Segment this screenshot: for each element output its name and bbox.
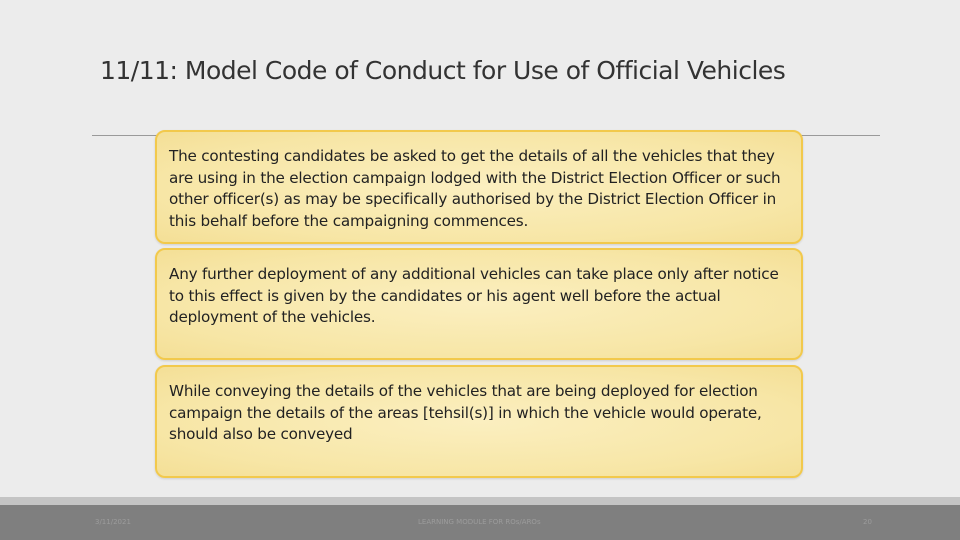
content-box-1	[155, 130, 803, 244]
footer-page-number: 20	[863, 518, 872, 526]
content-box-2	[155, 248, 803, 360]
content-box-3	[155, 365, 803, 478]
content-box-2-text: Any further deployment of any additional vehicles can take place only after notice to this effect is given by the candidates or his agent well before the actual deployment of the vehicles.	[169, 265, 779, 326]
footer-date: 3/11/2021	[95, 518, 131, 526]
footer-strip	[0, 497, 960, 505]
footer-center-text: LEARNING MODULE FOR ROs/AROs	[418, 518, 541, 526]
content-box-1-text: The contesting candidates be asked to get the details of all the vehicles that they are using in the election campaign lodged with the District Election Officer or such other officer(s) as may be specifically authorised by the District Election Officer in this behalf before the campaigning commences.	[169, 147, 781, 230]
slide-title: 11/11: Model Code of Conduct for Use of Official Vehicles	[100, 56, 786, 85]
footer-bar	[0, 505, 960, 540]
content-box-3-text: While conveying the details of the vehicles that are being deployed for election campaign the details of the areas [tehsil(s)] in which the vehicle would operate, should also be conveyed	[169, 382, 762, 443]
